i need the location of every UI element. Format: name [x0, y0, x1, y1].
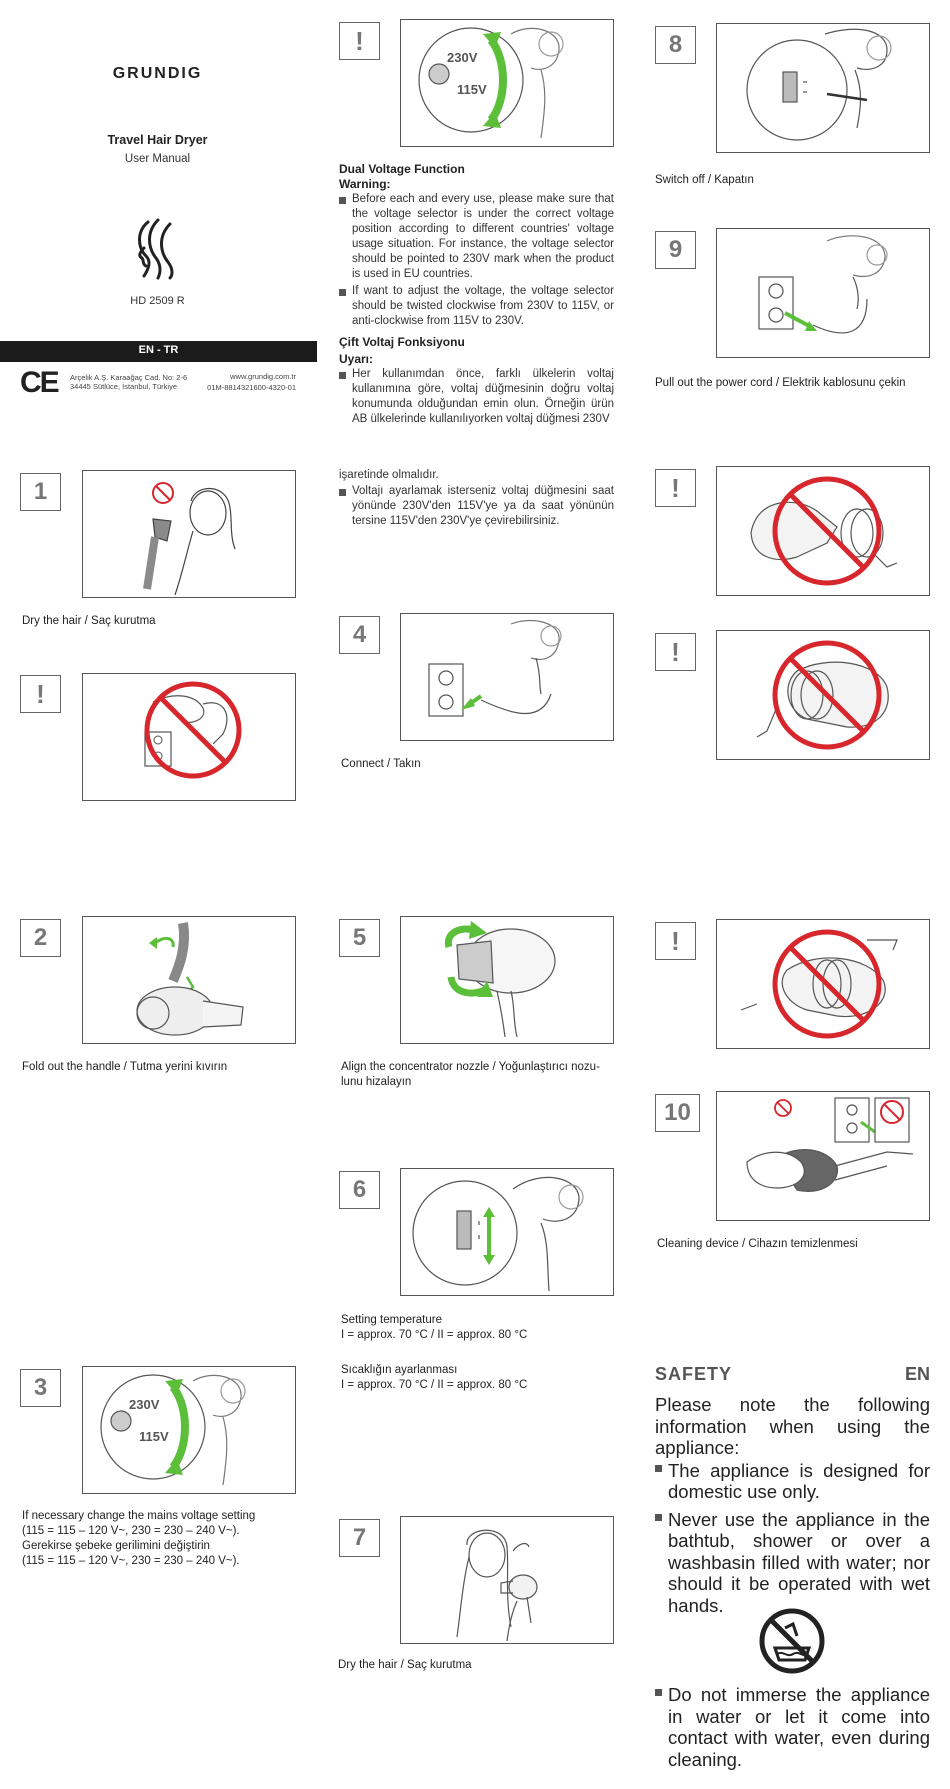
step-1-illustration — [82, 470, 296, 598]
product-title: Travel Hair Dryer — [107, 133, 208, 147]
warning-a-mark: ! — [20, 675, 61, 713]
step-9-caption: Pull out the power cord / Elektrik kablosunu çekin — [655, 377, 906, 389]
voltage-warning-tr-2: Voltajı ayarlamak isterseniz voltaj düğmesini saat yönünde 230V'den 115V'ye ya da saat yönünün tersine 115V'den 230V'ye çevirebilirsiniz. — [339, 484, 614, 529]
doc-type: User Manual — [124, 153, 191, 165]
step-5-caption-line-1: Align the concentrator nozzle / Yoğunlaştırıcı nozu- — [341, 1061, 600, 1073]
step-5-caption — [341, 1060, 600, 1090]
warning-d-illustration — [716, 919, 930, 1049]
safety-bullet-2: Never use the appliance in the bathtub, shower or over a washbasin filled with water; nor should it be operated with wet hands. — [655, 1509, 930, 1617]
warning-a-illustration — [82, 673, 296, 801]
website-url: www.grundig.com.tr — [230, 372, 296, 381]
step-3-caption-line-4: (115 = 115 – 120 V~, 230 = 230 – 240 V~). — [22, 1555, 240, 1567]
step-9-number: 9 — [655, 231, 696, 269]
warning-b-illustration — [716, 466, 930, 596]
hair-profile-icon — [130, 218, 190, 280]
step-6-caption-line-4: I = approx. 70 °C / II = approx. 80 °C — [341, 1379, 528, 1391]
safety-body — [655, 1394, 930, 1616]
step-6-caption-line-3: Sıcaklığın ayarlanması — [341, 1364, 458, 1376]
safety-bullet-3: Do not immerse the appliance in water or let it come into contact with water, even during cleaning. — [655, 1684, 930, 1770]
safety-bullet-1: The appliance is designed for domestic use only. — [655, 1460, 930, 1503]
step-3-115v-label: 115V — [139, 1429, 169, 1444]
address-line-1: Arçelik A.Ş. Karaağaç Cad. No: 2-6 — [70, 373, 188, 382]
language-label: EN - TR — [138, 344, 179, 356]
warning-d-mark: ! — [655, 922, 696, 960]
voltage-tr-2-block — [339, 484, 614, 529]
voltage-warning-tr-1: Her kullanımdan önce, farklı ülkelerin voltaj kullanımına göre, voltaj düğmesinin doğru voltaj konumunda olduğundan emin olun. Örneğin ürün AB ülkelerinde kullanılıyorken voltaj düğmesi 230V — [339, 367, 614, 427]
no-water-icon — [757, 1606, 827, 1676]
step-4-illustration — [400, 613, 614, 741]
dual-voltage-title: Dual Voltage Function — [339, 162, 465, 176]
step-6-caption — [341, 1313, 527, 1393]
step-3-caption-line-1: If necessary change the mains voltage setting — [22, 1510, 256, 1522]
step-3-caption-line-3: Gerekirse şebeke gerilimini değiştirin — [22, 1540, 210, 1552]
step-5-illustration — [400, 916, 614, 1044]
step-2-illustration — [82, 916, 296, 1044]
step-3-illustration — [82, 1366, 296, 1494]
voltage-tr-1-tail: işaretinde olmalıdır. — [339, 469, 439, 481]
step-3-number: 3 — [20, 1369, 61, 1407]
step-3-caption — [22, 1509, 255, 1569]
safety-lang: EN — [904, 1364, 930, 1384]
warning-top-mark: ! — [339, 22, 380, 60]
step-1-number: 1 — [20, 473, 61, 511]
warning-b-mark: ! — [655, 469, 696, 507]
safety-body-2 — [655, 1684, 930, 1770]
selector-115v-label: 115V — [457, 82, 487, 97]
doc-code: 01M-8814321600-4320-01 — [207, 383, 296, 392]
brand-logo: GRUNDIG — [112, 65, 203, 82]
step-1-caption: Dry the hair / Saç kurutma — [22, 615, 156, 627]
step-3-caption-line-2: (115 = 115 – 120 V~, 230 = 230 – 240 V~). — [22, 1525, 240, 1537]
step-8-illustration — [716, 23, 930, 153]
step-2-number: 2 — [20, 919, 61, 957]
step-8-caption: Switch off / Kapatın — [655, 174, 754, 186]
step-6-illustration — [400, 1168, 614, 1296]
voltage-warning-en-2: If want to adjust the voltage, the voltage selector should be twisted clockwise from 230V to 115V, or anti-clockwise from 115V to 230V. — [339, 284, 614, 329]
step-10-illustration — [716, 1091, 930, 1221]
warning-heading-en: Warning: — [339, 177, 391, 191]
ce-mark-icon: CE — [20, 366, 58, 399]
warning-c-mark: ! — [655, 633, 696, 671]
step-10-caption: Cleaning device / Cihazın temizlenmesi — [657, 1238, 858, 1250]
step-6-caption-line-2: I = approx. 70 °C / II = approx. 80 °C — [341, 1329, 528, 1341]
step-7-number: 7 — [339, 1519, 380, 1557]
step-7-caption: Dry the hair / Saç kurutma — [338, 1659, 472, 1671]
model-number: HD 2509 R — [130, 295, 185, 307]
step-4-caption: Connect / Takın — [341, 758, 421, 770]
step-2-caption: Fold out the handle / Tutma yerini kıvırın — [22, 1061, 228, 1073]
selector-230v-label: 230V — [447, 50, 478, 65]
safety-intro: Please note the following information when using the appliance: — [655, 1394, 930, 1458]
step-5-number: 5 — [339, 919, 380, 957]
warning-c-illustration — [716, 630, 930, 760]
address-line-2: 34445 Sütlüce, İstanbul, Türkiye — [70, 382, 178, 391]
safety-title: SAFETY — [655, 1364, 733, 1384]
voltage-warning-en-1: Before each and every use, please make sure that the voltage selector is under the correct voltage position according to different countries' voltage usage situation. For instance, the voltage selector should be pointed to 230V mark when the product is used in EU countries. — [339, 192, 614, 282]
step-6-number: 6 — [339, 1171, 380, 1209]
step-6-caption-line-1: Setting temperature — [341, 1314, 443, 1326]
voltage-selector-illustration — [400, 19, 614, 147]
step-7-illustration — [400, 1516, 614, 1644]
warning-heading-tr: Uyarı: — [339, 352, 374, 366]
step-10-number: 10 — [655, 1094, 700, 1132]
step-3-230v-label: 230V — [129, 1397, 160, 1412]
step-8-number: 8 — [655, 26, 696, 64]
cift-voltaj-title: Çift Voltaj Fonksiyonu — [339, 335, 465, 349]
step-5-caption-line-2: lunu hizalayın — [341, 1076, 412, 1088]
dual-voltage-section — [339, 162, 614, 427]
website — [170, 371, 296, 393]
step-9-illustration — [716, 228, 930, 358]
step-4-number: 4 — [339, 616, 380, 654]
